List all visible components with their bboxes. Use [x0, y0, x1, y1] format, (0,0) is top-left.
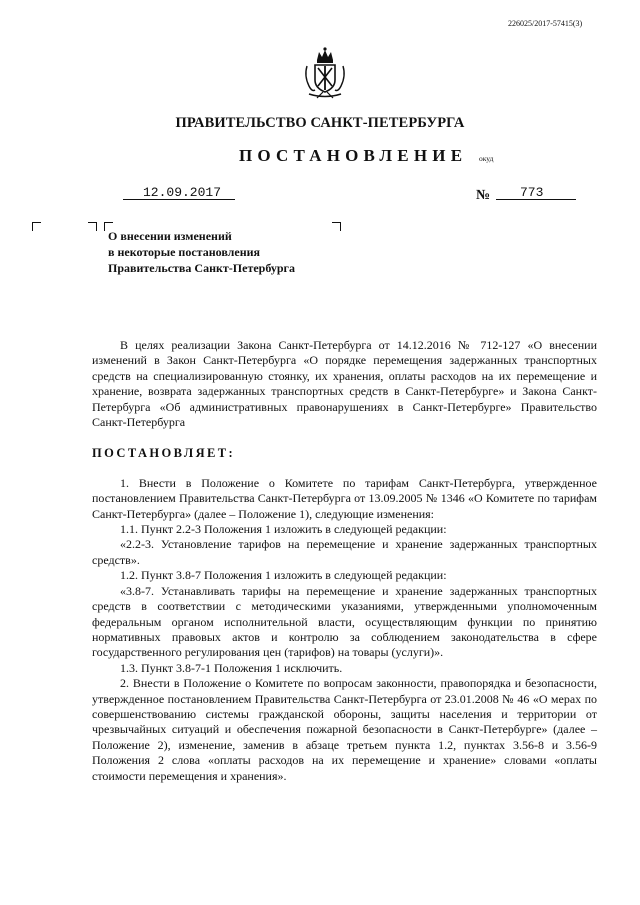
clause-1-3: 1.3. Пункт 3.8-7-1 Положения 1 исключить.: [120, 660, 343, 675]
decree-title: ПОСТАНОВЛЕНИЕ: [239, 146, 468, 165]
number-sign: №: [476, 188, 491, 203]
corner-mark: [88, 222, 97, 231]
government-heading: ПРАВИТЕЛЬСТВО САНКТ-ПЕТЕРБУРГА: [175, 115, 465, 131]
decree-subject: [108, 228, 295, 276]
number-underline: [496, 199, 576, 200]
clause-2: 2. Внести в Положение о Комитете по вопросам законности, правопорядка и безопасности, утвержденное постановлением Правительства Санкт-Петербурга от 23.01.2008 № 46 «О мерах по совершенствованию системы гражданской обороны, защиты населения и территории от чрезвычайных ситуаций и обеспечения пожарной безопасности в Санкт-Петербурге» (далее – Положение 2), изменение, заменив в абзаце третьем пункта 1.2, пунктах 3.56-8 и 3.56-9 Положения 2 слова «оплаты расходов на их перемещение и хранение» словами «оплаты стоимости перемещения и хранения».: [92, 676, 597, 783]
document-number: 226025/2017-57415(3): [508, 19, 583, 28]
preamble-paragraph: В целях реализации Закона Санкт-Петербурга от 14.12.2016 № 712-127 «О внесении изменений в Закон Санкт-Петербурга «О порядке перемещения задержанных транспортных средств на специализированную стоянку, их хранения, оплаты расходов на их перемещение и хранение, возврата задержанных транспортных средств в Санкт-Петербурге» и Закона Санкт-Петербурга «Об административных правонарушениях в Санкт-Петербурге» Правительство Санкт-Петербурга: [92, 338, 597, 430]
clause-1-1: 1.1. Пункт 2.2-3 Положения 1 изложить в следующей редакции:: [120, 522, 447, 537]
corner-mark: [332, 222, 341, 231]
clause-1-2: 1.2. Пункт 3.8-7 Положения 1 изложить в следующей редакции:: [120, 568, 447, 583]
clause-1-2-text: «3.8-7. Устанавливать тарифы на перемещение и хранение задержанных транспортных средств в соответствии с методическими указаниями, утвержденными уполномоченным федеральным органом исполнительной власти, осуществляющим функции по принятию нормативных правовых актов и контролю за соблюдением законодательства в сфере государственного регулирования цен (тарифов) на товары (услуги)».: [92, 583, 597, 660]
spb-coat-of-arms-icon: [303, 46, 347, 100]
date-underline: [123, 199, 235, 200]
subject-line: в некоторые постановления: [108, 245, 261, 259]
clause-1-1-text: «2.2-3. Установление тарифов на перемещение и хранение задержанных транспортных средств».: [92, 537, 597, 567]
decree-number: 773: [520, 185, 544, 200]
subject-line: Правительства Санкт-Петербурга: [108, 261, 296, 275]
decree-body: [92, 338, 597, 784]
subject-line: О внесении изменений: [108, 229, 232, 243]
resolves-heading: ПОСТАНОВЛЯЕТ:: [92, 446, 236, 461]
okud-label: окуд: [479, 154, 494, 163]
corner-mark: [32, 222, 41, 231]
clause-1: 1. Внести в Положение о Комитете по тарифам Санкт-Петербурга, утвержденное постановлением Правительства Санкт-Петербурга от 13.09.2005 № 1346 «О Комитете по тарифам Санкт-Петербурга» (далее – Положение 1), следующие изменения:: [92, 475, 597, 521]
decree-date: 12.09.2017: [143, 185, 222, 200]
